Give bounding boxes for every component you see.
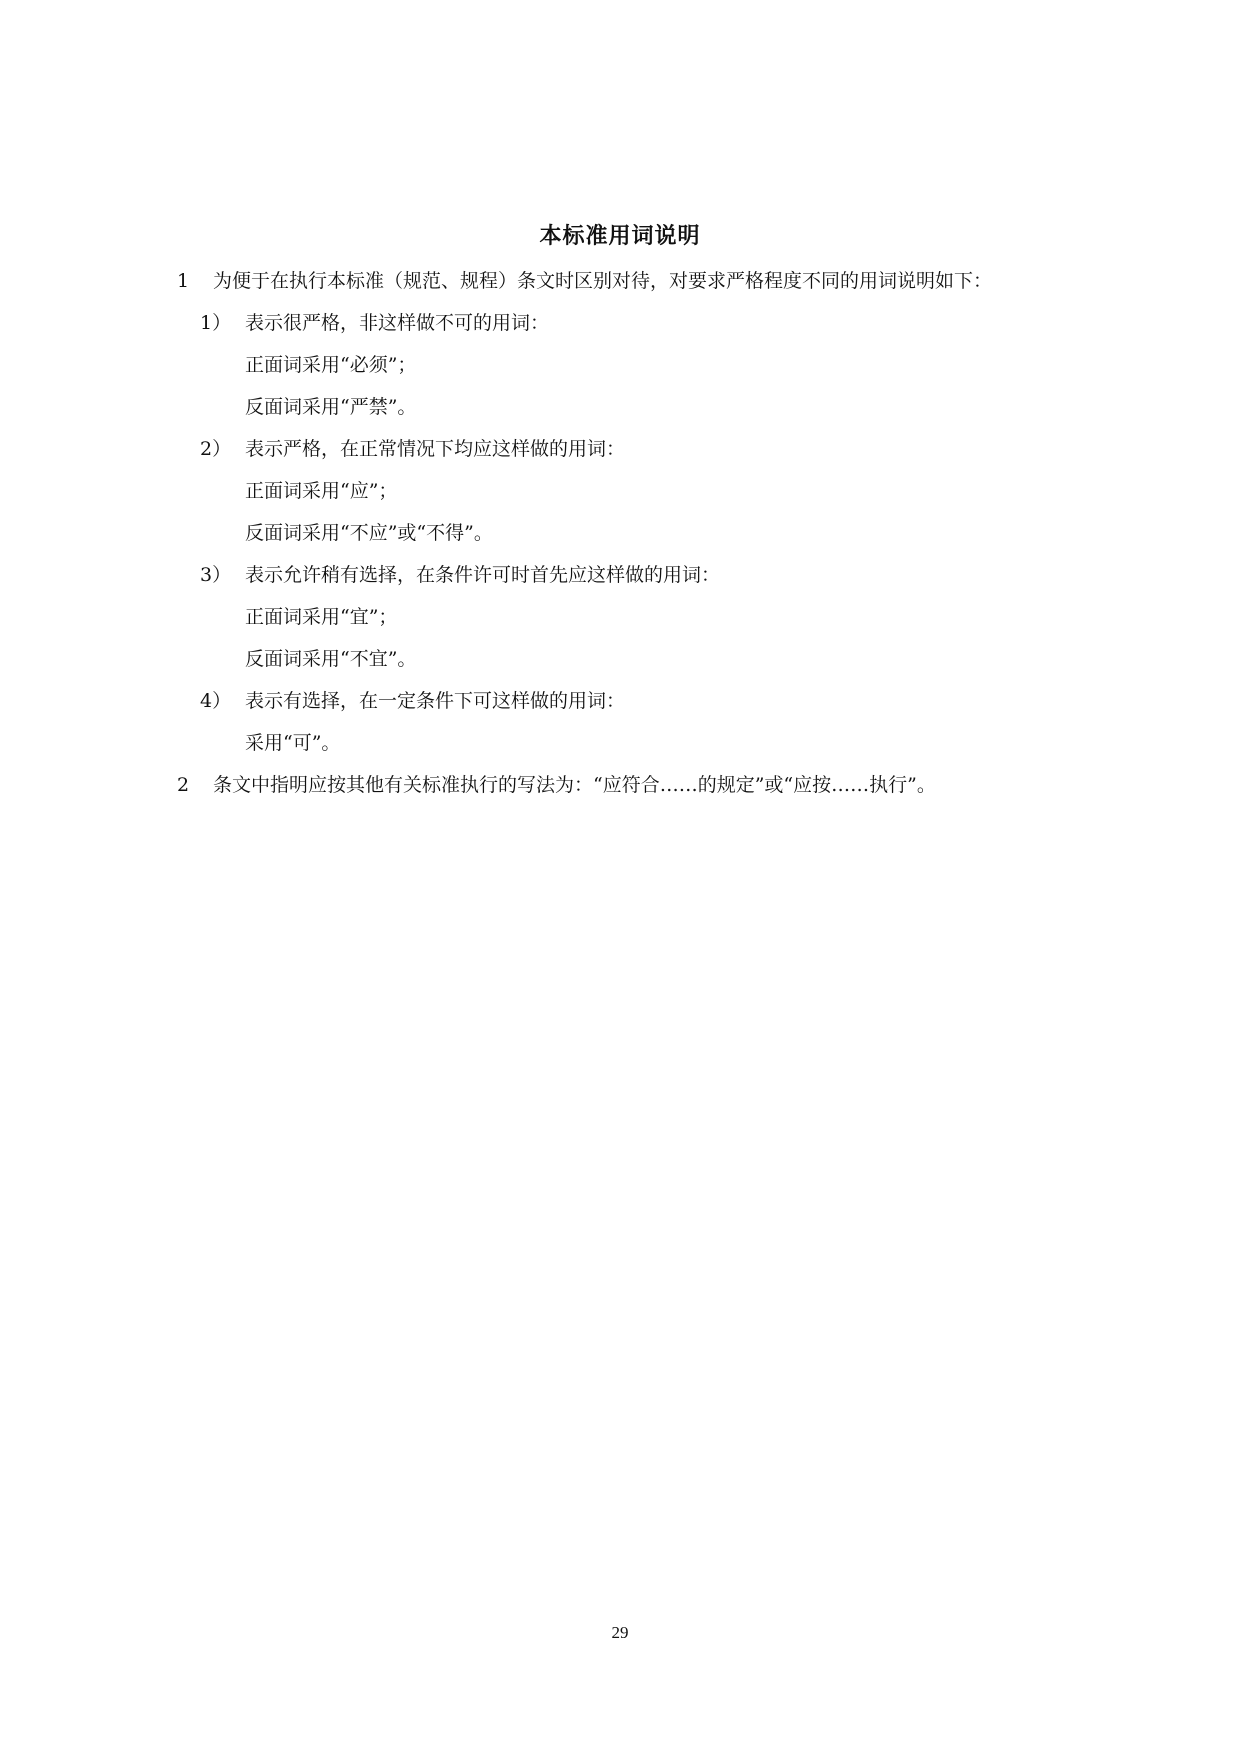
item-number: 3） bbox=[200, 564, 232, 586]
item-number: 2） bbox=[200, 438, 232, 460]
item-subline: 正面词采用“应”； bbox=[245, 480, 398, 502]
page-number: 29 bbox=[611, 1623, 629, 1642]
item-number: 4） bbox=[200, 690, 232, 712]
clause-2 bbox=[177, 772, 936, 798]
item-text: 表示允许稍有选择，在条件许可时首先应这样做的用词： bbox=[245, 564, 721, 586]
item-subline: 反面词采用“不应”或“不得”。 bbox=[245, 522, 493, 544]
item-subline: 采用“可”。 bbox=[245, 732, 341, 754]
clause-1 bbox=[177, 268, 992, 294]
list-item bbox=[200, 688, 625, 714]
item-text: 表示有选择，在一定条件下可这样做的用词： bbox=[245, 690, 626, 712]
clause-number: 1 bbox=[177, 270, 190, 292]
clause-text: 为便于在执行本标准（规范、规程）条文时区别对待，对要求严格程度不同的用词说明如下： bbox=[213, 270, 993, 292]
item-text: 表示严格，在正常情况下均应这样做的用词： bbox=[245, 438, 626, 460]
item-subline: 正面词采用“宜”； bbox=[245, 606, 398, 628]
item-subline: 正面词采用“必须”； bbox=[245, 354, 417, 376]
item-subline: 反面词采用“不宜”。 bbox=[245, 648, 417, 670]
item-number: 1） bbox=[200, 312, 232, 334]
clause-text: 条文中指明应按其他有关标准执行的写法为：“应符合……的规定”或“应按……执行”。 bbox=[213, 774, 936, 796]
page-title: 本标准用词说明 bbox=[539, 224, 701, 249]
item-text: 表示很严格，非这样做不可的用词： bbox=[245, 312, 550, 334]
clause-number: 2 bbox=[177, 774, 190, 796]
item-subline: 反面词采用“严禁”。 bbox=[245, 396, 417, 418]
list-item bbox=[200, 436, 625, 462]
list-item bbox=[200, 310, 549, 336]
list-item bbox=[200, 562, 720, 588]
